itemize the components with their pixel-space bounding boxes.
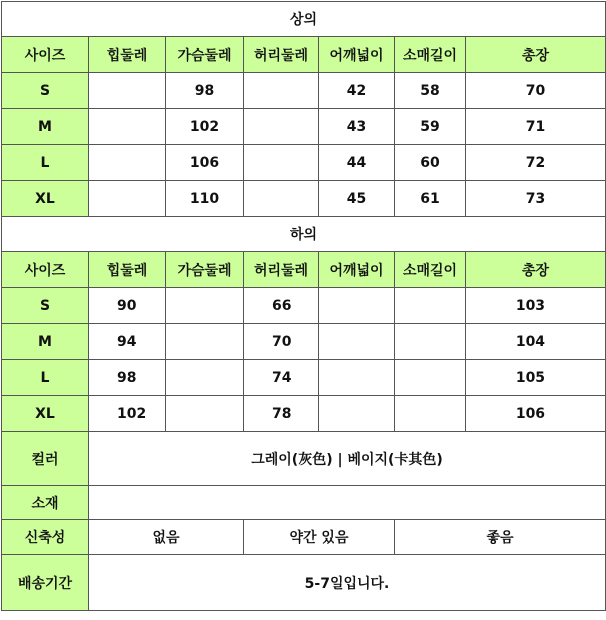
chest-cell	[166, 324, 244, 360]
table-row	[2, 73, 606, 109]
bottom-header-row	[2, 252, 606, 288]
bottom-section-title: 하의	[2, 217, 606, 252]
sleeve-cell: 59	[395, 109, 466, 145]
length-cell: 104	[466, 324, 606, 360]
table-row	[2, 181, 606, 217]
chest-cell	[166, 396, 244, 432]
header-length: 총장	[466, 37, 606, 73]
waist-cell	[244, 73, 319, 109]
sleeve-cell	[395, 360, 466, 396]
details-section	[2, 432, 606, 611]
header-hip: 힙둘레	[89, 252, 166, 288]
shoulder-cell	[319, 396, 395, 432]
waist-cell: 74	[244, 360, 319, 396]
hip-cell: 102	[89, 396, 166, 432]
header-waist: 허리둘레	[244, 252, 319, 288]
size-label: M	[2, 109, 89, 145]
table-row	[2, 109, 606, 145]
length-cell: 70	[466, 73, 606, 109]
waist-cell	[244, 109, 319, 145]
header-chest: 가슴둘레	[166, 37, 244, 73]
size-label: XL	[2, 181, 89, 217]
hip-cell	[89, 73, 166, 109]
size-label: XL	[2, 396, 89, 432]
top-section	[2, 2, 606, 217]
stretch-label: 신축성	[2, 520, 89, 555]
hip-cell	[89, 145, 166, 181]
shipping-value: 5-7일입니다.	[89, 555, 606, 611]
waist-cell: 78	[244, 396, 319, 432]
chest-cell	[166, 288, 244, 324]
size-label: L	[2, 360, 89, 396]
chest-cell: 106	[166, 145, 244, 181]
top-section-title: 상의	[2, 2, 606, 37]
header-shoulder: 어깨넓이	[319, 252, 395, 288]
shoulder-cell	[319, 360, 395, 396]
hip-cell: 90	[89, 288, 166, 324]
waist-cell	[244, 145, 319, 181]
shipping-label: 배송기간	[2, 555, 89, 611]
color-row	[2, 432, 606, 486]
shoulder-cell: 45	[319, 181, 395, 217]
waist-cell	[244, 181, 319, 217]
color-value: 그레이(灰色) | 베이지(卡其色)	[89, 432, 606, 486]
header-length: 총장	[466, 252, 606, 288]
header-sleeve: 소매길이	[395, 37, 466, 73]
hip-cell	[89, 109, 166, 145]
size-label: M	[2, 324, 89, 360]
size-chart-table	[1, 1, 606, 611]
header-hip: 힙둘레	[89, 37, 166, 73]
chest-cell: 102	[166, 109, 244, 145]
shoulder-cell	[319, 324, 395, 360]
hip-cell: 94	[89, 324, 166, 360]
hip-cell	[89, 181, 166, 217]
shoulder-cell: 44	[319, 145, 395, 181]
length-cell: 105	[466, 360, 606, 396]
sleeve-cell: 60	[395, 145, 466, 181]
chest-cell: 110	[166, 181, 244, 217]
sleeve-cell: 58	[395, 73, 466, 109]
length-cell: 73	[466, 181, 606, 217]
table-row	[2, 396, 606, 432]
sleeve-cell	[395, 396, 466, 432]
length-cell: 72	[466, 145, 606, 181]
header-shoulder: 어깨넓이	[319, 37, 395, 73]
header-chest: 가슴둘레	[166, 252, 244, 288]
chest-cell	[166, 360, 244, 396]
shoulder-cell	[319, 288, 395, 324]
length-cell: 103	[466, 288, 606, 324]
length-cell: 106	[466, 396, 606, 432]
waist-cell: 66	[244, 288, 319, 324]
color-label: 컬러	[2, 432, 89, 486]
stretch-option-good: 좋음	[395, 520, 606, 555]
sleeve-cell	[395, 288, 466, 324]
shipping-row	[2, 555, 606, 611]
bottom-section	[2, 217, 606, 432]
waist-cell: 70	[244, 324, 319, 360]
chest-cell: 98	[166, 73, 244, 109]
header-size: 사이즈	[2, 252, 89, 288]
header-size: 사이즈	[2, 37, 89, 73]
shoulder-cell: 42	[319, 73, 395, 109]
top-header-row	[2, 37, 606, 73]
table-row	[2, 145, 606, 181]
header-sleeve: 소매길이	[395, 252, 466, 288]
material-label: 소재	[2, 486, 89, 520]
table-row	[2, 360, 606, 396]
stretch-option-some: 약간 있음	[244, 520, 395, 555]
material-value	[89, 486, 606, 520]
stretch-row	[2, 520, 606, 555]
material-row	[2, 486, 606, 520]
size-label: L	[2, 145, 89, 181]
stretch-option-none: 없음	[89, 520, 244, 555]
sleeve-cell	[395, 324, 466, 360]
table-row	[2, 324, 606, 360]
shoulder-cell: 43	[319, 109, 395, 145]
length-cell: 71	[466, 109, 606, 145]
hip-cell: 98	[89, 360, 166, 396]
size-label: S	[2, 73, 89, 109]
size-label: S	[2, 288, 89, 324]
table-row	[2, 288, 606, 324]
sleeve-cell: 61	[395, 181, 466, 217]
header-waist: 허리둘레	[244, 37, 319, 73]
